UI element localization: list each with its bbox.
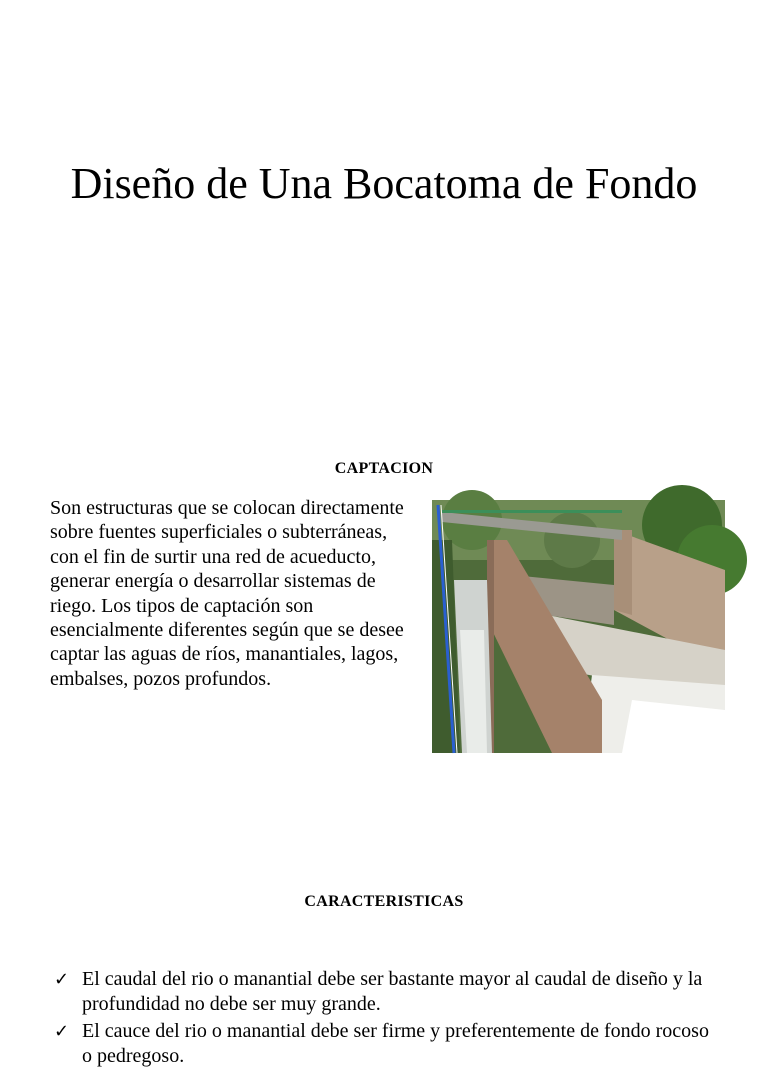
list-item-text: El cauce del rio o manantial debe ser firme y preferentemente de fondo rocoso o pedregoso. xyxy=(82,1020,709,1067)
page-title: Diseño de Una Bocatoma de Fondo xyxy=(70,159,698,208)
intake-dam-photo xyxy=(432,500,725,753)
list-item-text: El caudal del rio o manantial debe ser bastante mayor al caudal de diseño y la profundidad no debe ser muy grande. xyxy=(82,968,703,1015)
intake-dam-illustration xyxy=(432,500,725,753)
captacion-heading: CAPTACION xyxy=(334,460,434,477)
check-icon: ✓ xyxy=(54,969,70,990)
check-icon: ✓ xyxy=(54,1021,70,1042)
caracteristicas-list xyxy=(52,967,712,1071)
captacion-paragraph: Son estructuras que se colocan directamente sobre fuentes superficiales o subterráneas, con el fin de surtir una red de acueducto, generar energía o desarrollar sistemas de riego. Los tipos de captación son esencialmente diferentes según que se desee captar las aguas de ríos, manantiales, lagos, embalses, pozos profundos. xyxy=(50,497,404,690)
list-item xyxy=(52,967,712,1017)
caracteristicas-heading: CARACTERISTICAS xyxy=(304,893,464,910)
list-item xyxy=(52,1019,712,1069)
